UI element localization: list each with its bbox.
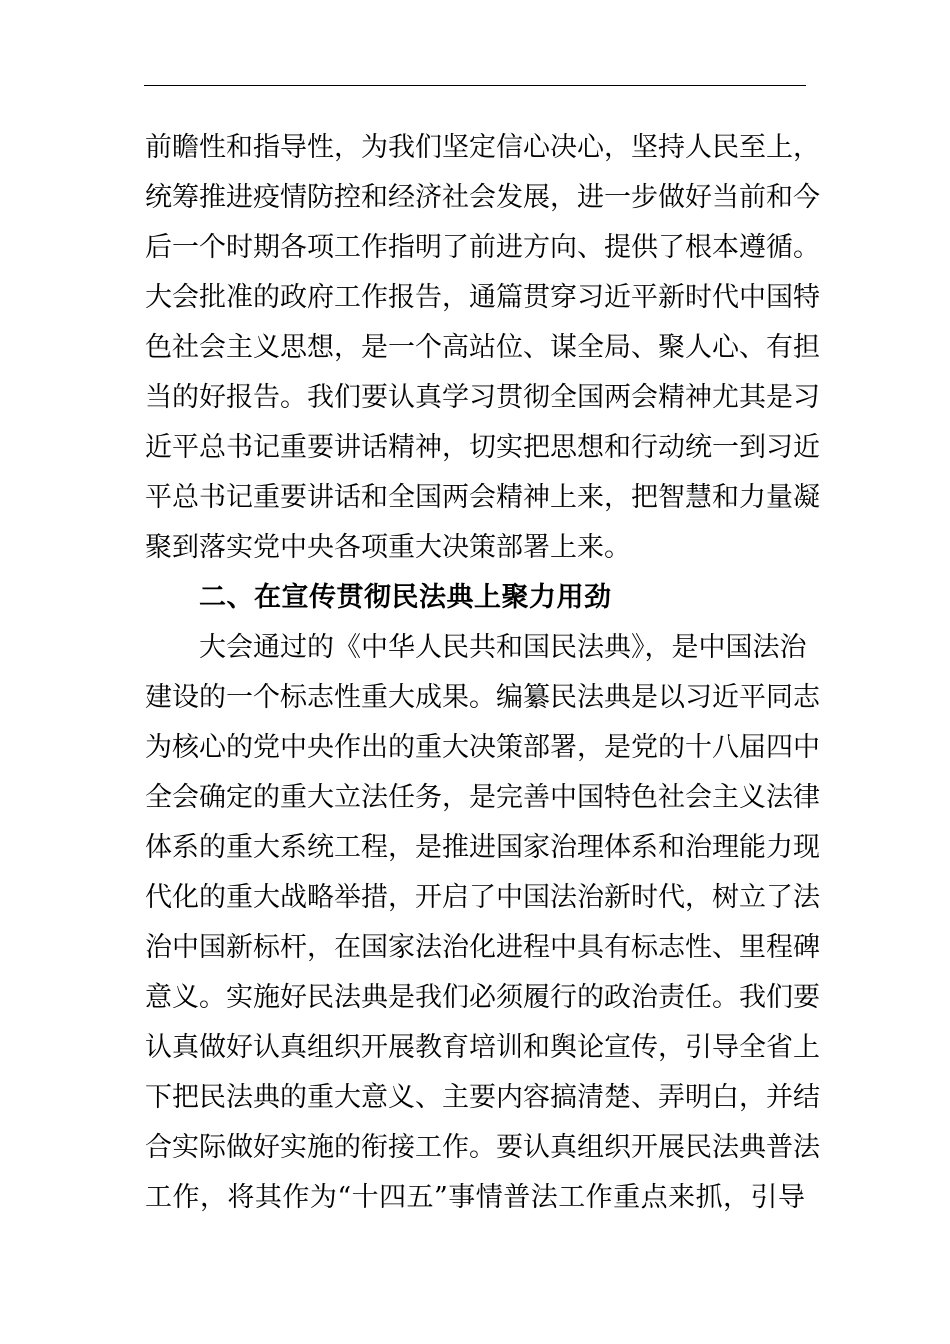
text-line-17: 治中国新标杆，在国家法治化进程中具有标志性、里程碑 — [145, 932, 820, 963]
text-line-8: 平总书记重要讲话和全国两会精神上来，把智慧和力量凝 — [145, 482, 820, 513]
text-line-7: 近平总书记重要讲话精神，切实把思想和行动统一到习近 — [145, 432, 820, 463]
text-line-16: 代化的重大战略举措，开启了中国法治新时代，树立了法 — [145, 882, 820, 913]
text-line-1: 前瞻性和指导性，为我们坚定信心决心，坚持人民至上， — [145, 132, 820, 163]
text-line-4: 大会批准的政府工作报告，通篇贯穿习近平新时代中国特 — [145, 282, 820, 313]
text-line-22: 工作，将其作为“十四五”事情普法工作重点来抓，引导 — [145, 1182, 805, 1213]
text-line-9: 聚到落实党中央各项重大决策部署上来。 — [145, 532, 631, 563]
text-line-5: 色社会主义思想，是一个高站位、谋全局、聚人心、有担 — [145, 332, 820, 363]
text-line-15: 体系的重大系统工程，是推进国家治理体系和治理能力现 — [145, 832, 820, 863]
text-line-18: 意义。实施好民法典是我们必须履行的政治责任。我们要 — [145, 982, 820, 1013]
text-line-13: 为核心的党中央作出的重大决策部署，是党的十八届四中 — [145, 732, 820, 763]
text-line-21: 合实际做好实施的衔接工作。要认真组织开展民法典普法 — [145, 1132, 820, 1163]
text-line-12: 建设的一个标志性重大成果。编纂民法典是以习近平同志 — [145, 682, 820, 713]
text-line-14: 全会确定的重大立法任务，是完善中国特色社会主义法律 — [145, 782, 820, 813]
text-line-2: 统筹推进疫情防控和经济社会发展，进一步做好当前和今 — [145, 182, 820, 213]
header-rule — [144, 85, 806, 86]
text-line-19: 认真做好认真组织开展教育培训和舆论宣传，引导全省上 — [145, 1032, 820, 1063]
section-heading: 二、在宣传贯彻民法典上聚力用劲 — [199, 582, 612, 613]
text-line-6: 当的好报告。我们要认真学习贯彻全国两会精神尤其是习 — [145, 382, 820, 413]
text-line-11: 大会通过的《中华人民共和国民法典》，是中国法治 — [199, 632, 807, 663]
text-line-20: 下把民法典的重大意义、主要内容搞清楚、弄明白，并结 — [145, 1082, 820, 1113]
text-line-3: 后一个时期各项工作指明了前进方向、提供了根本遵循。 — [145, 232, 820, 263]
